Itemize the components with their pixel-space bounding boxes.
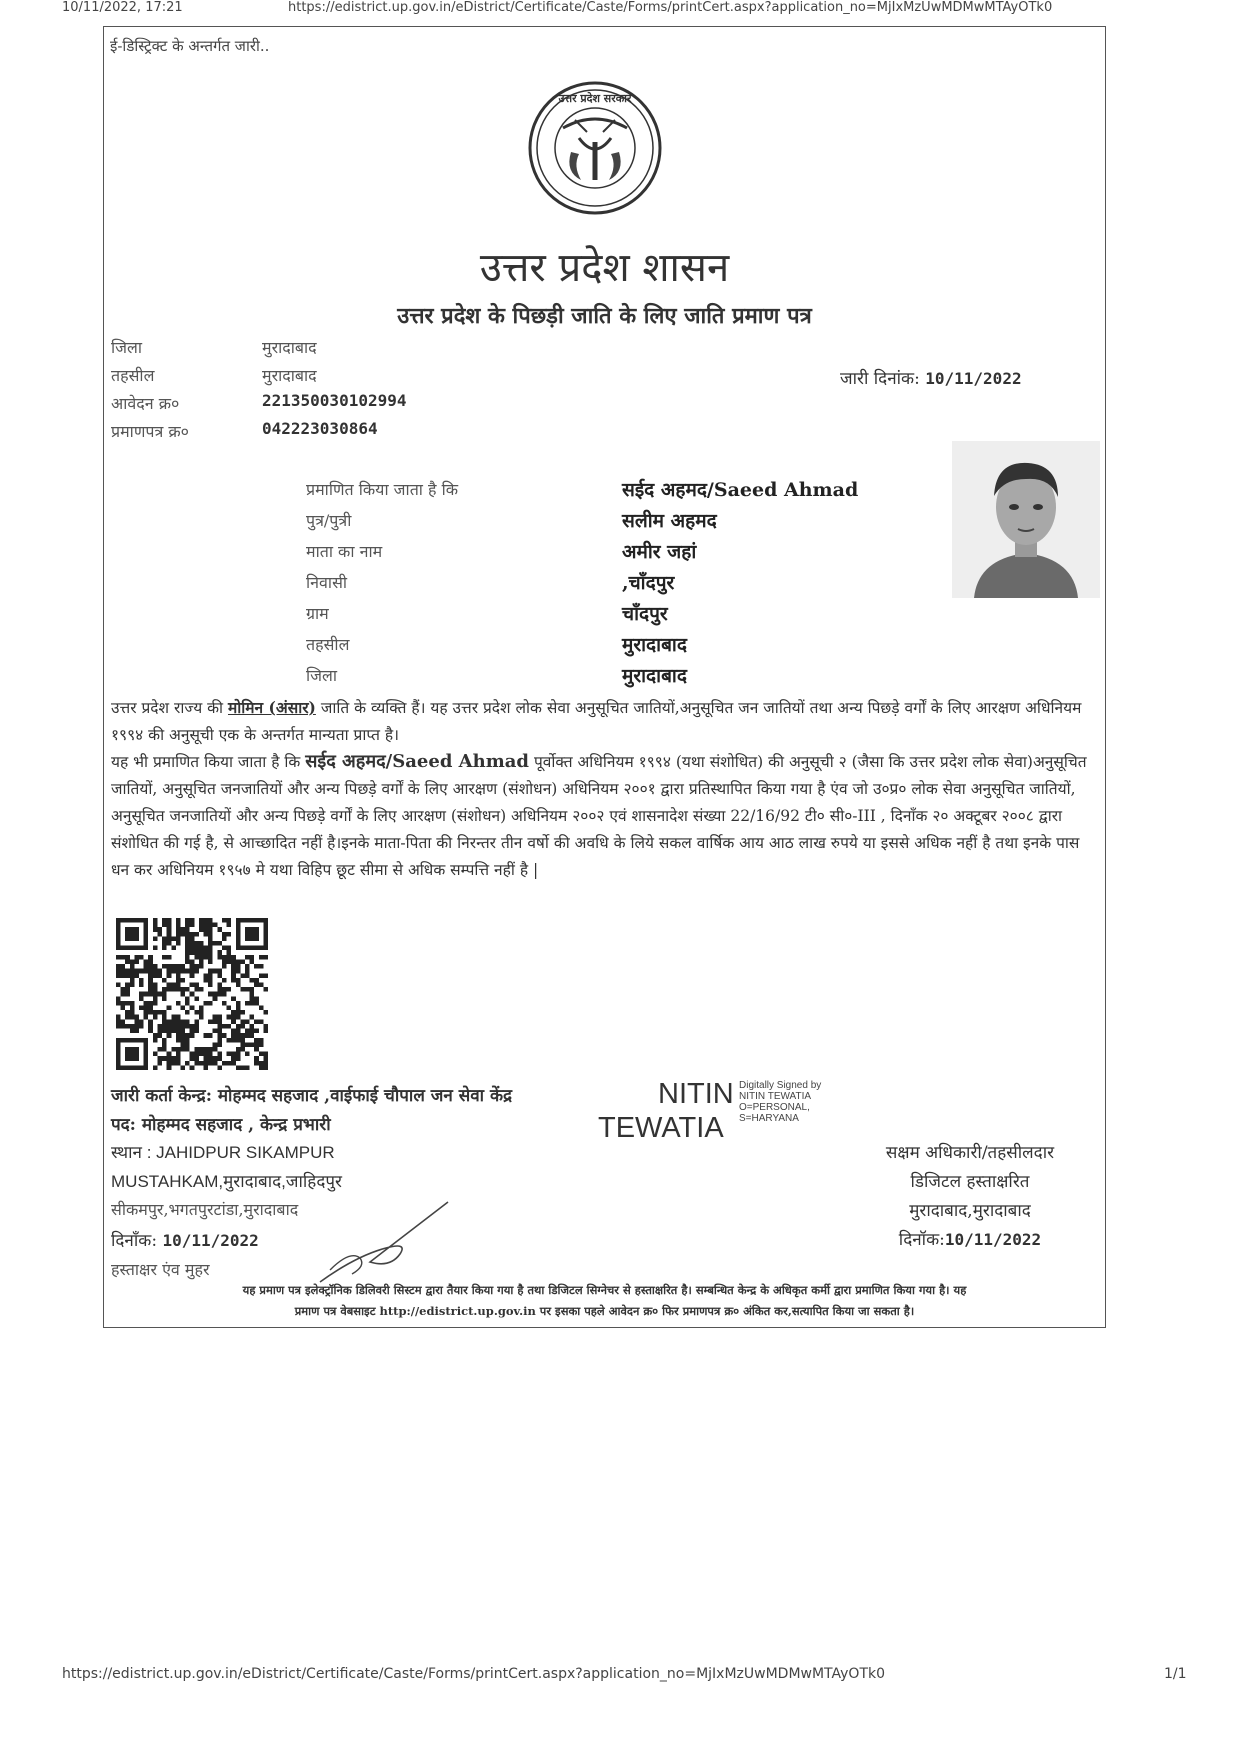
detail-value-tehsil: मुरादाबाद	[622, 634, 687, 656]
meta-application-value: 221350030102994	[262, 391, 407, 410]
authority-date-line	[820, 1227, 1120, 1250]
issuer-date: 10/11/2022	[162, 1231, 259, 1250]
print-footer-url: https://edistrict.up.gov.in/eDistrict/Certificate/Caste/Forms/printCert.aspx?application_no=MjIxMzUwMDMwMTAyOTk0	[62, 1666, 886, 1682]
footnote-line-2: प्रमाण पत्र वेबसाइट http://edistrict.up.gov.in पर इसका पहले आवेदन क्र० फिर प्रमाणपत्र क्र० अंकित कर,सत्यापित किया जा सकता है।	[294, 1304, 915, 1318]
issue-date: 10/11/2022	[925, 369, 1022, 388]
meta-tehsil-label: तहसील	[111, 366, 155, 385]
detail-label-mother: माता का नाम	[306, 542, 383, 561]
detail-label-certified: प्रमाणित किया जाता है कि	[306, 480, 459, 499]
certificate-subtitle: उत्तर प्रदेश के पिछड़ी जाति के लिए जाति प्रमाण पत्र	[397, 303, 812, 329]
digital-sign-details: Digitally Signed by NITIN TEWATIA O=PERSONAL, S=HARYANA	[739, 1080, 822, 1124]
detail-label-district: जिला	[306, 666, 338, 685]
authority-date: 10/11/2022	[944, 1230, 1042, 1249]
paragraph-2: यह भी प्रमाणित किया जाता है कि सईद अहमद/Saeed Ahmad पूर्वोक्त अधिनियम १९९४ (यथा संशोधित) की अनुसूची २ (जैसा कि उत्तर प्रदेश लोक सेवा)अनुसूचित जातियों, अनुसूचित जनजातियों और अन्य पिछड़े वर्गों के लिए आरक्षण (संशोधन) अधिनियम २००१ द्वारा प्रतिस्थापित किया गया है एंव जो उ०प्र० लोक सेवा अनुसूचित जातियों, अनुसूचित जनजातियों और अन्य पिछड़े वर्गों के लिए आरक्षण (संशोधन) अधिनियम २००२ एवं शासनादेश संख्या 22/16/92 टी० सी०-III , दिनाँक २० अक्टूबर २००८ द्वारा संशोधित की गई है, से आच्छादित नहीं है।इनके माता-पिता की निरन्तर तीन वर्षो की अवधि के लिये सकल वार्षिक आय आठ लाख रुपये या इससे अधिक नहीं है तथा इनके पास धन कर अधिनियम १९५७ मे यथा विहिप छूट सीमा से अधिक सम्पत्ति नहीं है |	[111, 751, 1087, 879]
issuer-place-3: सीकमपुर,भगतपुरटांडा,मुरादाबाद	[111, 1200, 299, 1219]
handwritten-signature	[316, 1196, 456, 1288]
para-applicant-name: सईद अहमद/Saeed Ahmad	[305, 751, 530, 772]
print-timestamp: 10/11/2022, 17:21	[62, 0, 183, 15]
meta-application-label: आवेदन क्र०	[111, 394, 180, 413]
detail-value-resident: ,चाँदपुर	[622, 572, 675, 594]
digital-sign-name-1: NITIN	[658, 1078, 734, 1110]
detail-value-village: चाँदपुर	[622, 603, 668, 625]
applicant-photo	[952, 441, 1100, 598]
certificate-title: उत्तर प्रदेश शासन	[479, 245, 730, 291]
digital-sign-name-2: TEWATIA	[598, 1112, 724, 1144]
detail-value-district: मुरादाबाद	[622, 665, 687, 687]
detail-label-tehsil: तहसील	[306, 635, 350, 654]
caste-name: मोमिन (अंसार)	[227, 698, 316, 717]
issue-date-line	[840, 366, 1022, 389]
up-government-emblem	[527, 80, 663, 216]
issuer-date-label: दिनाँक:	[111, 1231, 158, 1251]
detail-label-son: पुत्र/पुत्री	[306, 511, 352, 530]
footnote-line-1: यह प्रमाण पत्र इलेक्ट्रॉनिक डिलिवरी सिस्टम द्वारा तैयार किया गया है तथा डिजिटल सिग्नेचर से हस्ताक्षरित है। सम्बन्धित केन्द्र के अधिकृत कर्मी द्वारा प्रमाणित किया गया है। यह	[242, 1283, 967, 1297]
detail-value-name: सईद अहमद/Saeed Ahmad	[622, 479, 859, 501]
emblem-text: उत्तर प्रदेश सरकार	[558, 92, 632, 105]
issue-date-label: जारी दिनांक:	[840, 369, 920, 389]
paragraph-1: उत्तर प्रदेश राज्य की मोमिन (अंसार) जाति के व्यक्ति हैं। यह उत्तर प्रदेश लोक सेवा अनुसूचित जातियों,अनुसूचित जन जातियों तथा अन्य पिछड़े वर्गों के लिए आरक्षण अधिनियम १९९४ की अनुसूची एक के अन्तर्गत मान्यता प्राप्त है।	[111, 698, 1082, 744]
issuer-center: जारी कर्ता केन्द्र: मोहम्मद सहजाद ,वाईफाई चौपाल जन सेवा केंद्र	[111, 1086, 513, 1106]
meta-certificate-label: प्रमाणपत्र क्र०	[111, 422, 189, 441]
issuer-sign-label: हस्ताक्षर एंव मुहर	[111, 1260, 210, 1279]
detail-value-father: सलीम अहमद	[622, 510, 717, 532]
authority-sign: डिजिटल हस्ताक्षरित	[910, 1172, 1030, 1192]
detail-label-village: ग्राम	[306, 604, 329, 623]
meta-district-value: मुरादाबाद	[262, 338, 317, 357]
verification-qr-code	[116, 918, 268, 1070]
print-url: https://edistrict.up.gov.in/eDistrict/Certificate/Caste/Forms/printCert.aspx?application_no=MjIxMzUwMDMwMTAyOTk0	[288, 0, 1053, 15]
authority-title: सक्षम अधिकारी/तहसीलदार	[885, 1143, 1055, 1163]
authority-place: मुरादाबाद,मुरादाबाद	[909, 1201, 1031, 1221]
print-footer-page: 1/1	[1164, 1666, 1187, 1682]
meta-tehsil-value: मुरादाबाद	[262, 366, 317, 385]
detail-label-resident: निवासी	[306, 573, 348, 592]
issuer-post: पद: मोहम्मद सहजाद , केन्द्र प्रभारी	[111, 1115, 331, 1135]
meta-certificate-value: 042223030864	[262, 419, 378, 438]
authority-date-label: दिनॉक:	[898, 1230, 945, 1250]
meta-district-label: जिला	[111, 338, 143, 357]
top-note: ई-डिस्ट्रिक्ट के अन्तर्गत जारी..	[110, 37, 270, 55]
issuer-date-line	[111, 1228, 259, 1251]
issuer-place-1: स्थान : JAHIDPUR SIKAMPUR	[111, 1143, 335, 1162]
issuer-place-2: MUSTAHKAM,मुरादाबाद,जाहिदपुर	[111, 1172, 342, 1191]
detail-value-mother: अमीर जहां	[622, 541, 697, 563]
